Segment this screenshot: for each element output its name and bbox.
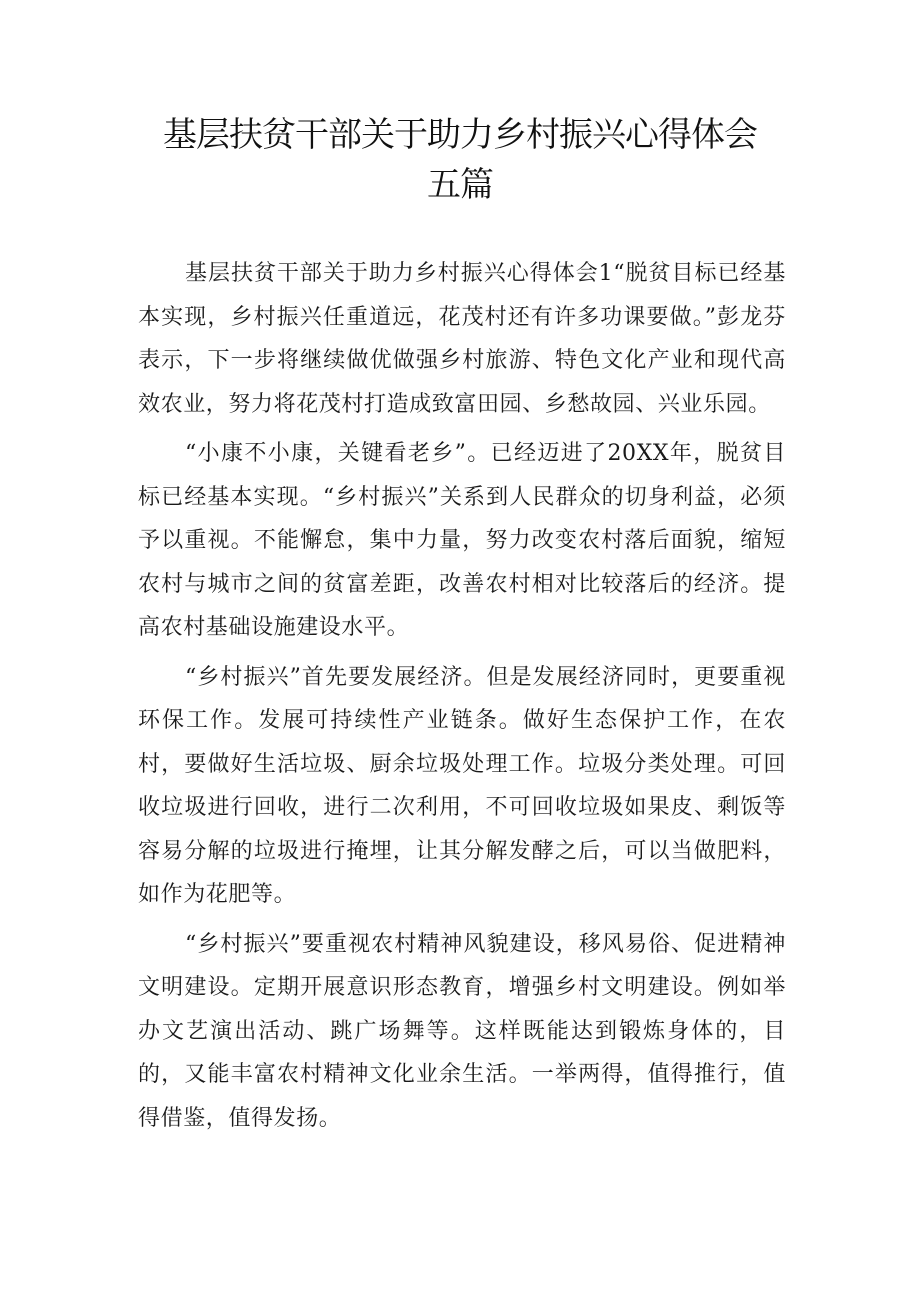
document-body <box>138 252 786 1146</box>
paragraph-3: “乡村振兴”首先要发展经济。但是发展经济同时，更要重视环保工作。发展可持续性产业链条。做好生态保护工作，在农村，要做好生活垃圾、厨余垃圾处理工作。垃圾分类处理。可回收垃圾进行回收，进行二次利用，不可回收垃圾如果皮、剩饭等容易分解的垃圾进行掩埋，让其分解发酵之后，可以当做肥料，如作为花肥等。 <box>138 664 786 907</box>
paragraph-4: “乡村振兴”要重视农村精神风貌建设，移风易俗、促进精神文明建设。定期开展意识形态教育，增强乡村文明建设。例如举办文艺演出活动、跳广场舞等。这样既能达到锻炼身体的，目的，又能丰富农村精神文化业余生活。一举两得，值得推行，值得借鉴，值得发扬。 <box>138 931 786 1131</box>
paragraph-1: 基层扶贫干部关于助力乡村振兴心得体会1“脱贫目标已经基本实现，乡村振兴任重道远，花茂村还有许多功课要做。”彭龙芬表示，下一步将继续做优做强乡村旅游、特色文化产业和现代高效农业，努力将花茂村打造成致富田园、乡愁故园、兴业乐园。 <box>138 261 786 417</box>
paragraph-2: “小康不小康，关键看老乡”。已经迈进了20XX年，脱贫目标已经基本实现。“乡村振兴”关系到人民群众的切身利益，必须予以重视。不能懈怠，集中力量，努力改变农村落后面貌，缩短农村与城市之间的贫富差距，改善农村相对比较落后的经济。提高农村基础设施建设水平。 <box>138 441 786 640</box>
document-title <box>120 110 800 210</box>
title-line-2: 五篇 <box>427 165 493 205</box>
title-line-1: 基层扶贫干部关于助力乡村振兴心得体会 <box>163 115 757 155</box>
